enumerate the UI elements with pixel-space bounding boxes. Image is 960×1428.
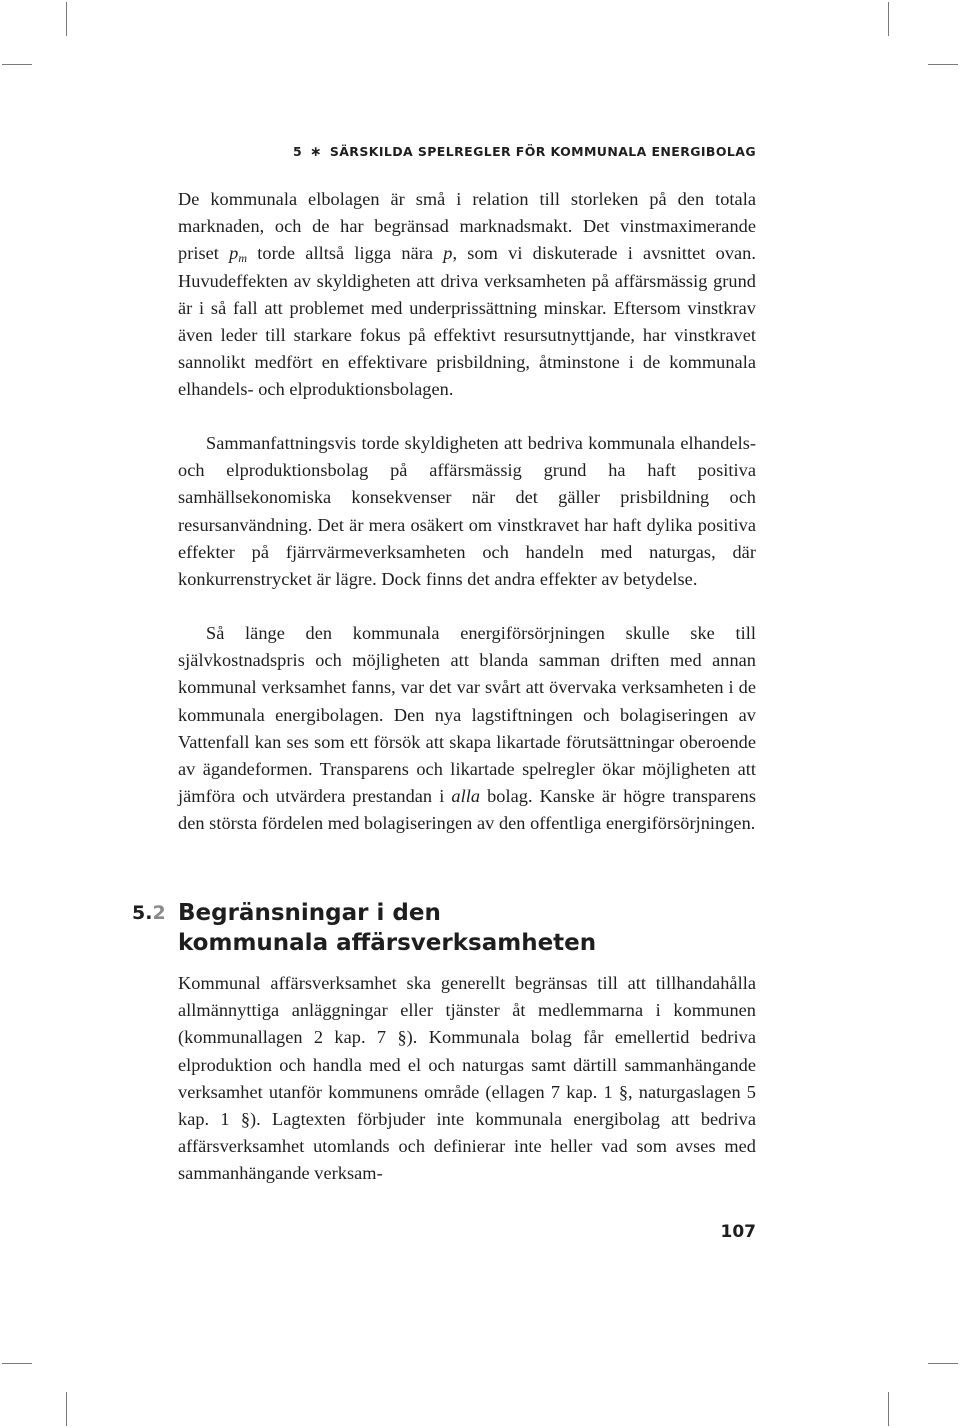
paragraph-text: bolag. Kanske är högre transparens den största fördelen med bolagiseringen av den offentliga energiförsörjningen. (178, 786, 757, 834)
crop-mark (888, 2, 889, 36)
body-paragraph: Sammanfattningsvis torde skyldigheten att bedriva kommunala elhandels- och elproduktionsbolag på affärsmässig grund ha haft positiva samhällsekonomiska konsekvenser när det gäller prisbildning och resursanvändning. Det är mera osäkert om vinstkravet har haft dylika positiva effekter på fjärrvärmeverksamheten och handeln med naturgas, där konkurrenstrycket är lägre. Dock finns det andra effekter av betydelse. (178, 433, 756, 590)
crop-mark (928, 1363, 958, 1364)
chapter-number: 5 (293, 144, 303, 159)
body-paragraph: Kommunal affärsverksamhet ska generellt begränsas till att tillhandahålla allmännyttiga anläggningar eller tjänster åt medlemmarna i kommunen (kommunallagen 2 kap. 7 §). Kommunala bolag får emellertid bedriva elproduktion och handla med el och naturgas samt därtill sammanhängande verksamhet utanför kommunens område (ellagen 7 kap. 1 §, naturgaslagen 5 kap. 1 §). Lagtexten förbjuder inte kommunala energibolag att bedriva affärsverksamhet utomlands och definierar inte heller vad som avses med sammanhängande verksam- (178, 973, 756, 1184)
section-heading (178, 898, 756, 958)
paragraph-text: De kommunala elbolagen är små i relation till storleken på den totala marknaden, och de har begränsad marknadsmakt. Det vinstmaximerande priset (178, 189, 756, 264)
section-heading-line: Begränsningar i den (178, 900, 441, 926)
running-head (178, 144, 756, 160)
section-number-major: 5. (132, 902, 153, 924)
math-symbol: p (229, 243, 239, 264)
crop-mark (66, 1392, 67, 1426)
crop-mark (2, 64, 32, 65)
body-paragraph (178, 186, 756, 404)
crop-mark (928, 64, 958, 65)
paragraph-text: Så länge den kommunala energiförsörjningen skulle ske till självkostnadspris och möjligheten att blanda samman driften med annan kommunal verksamhet fanns, var det var svårt att övervaka verksamheten i de kommunala energibolagen. Den nya lagstiftningen och bolagiseringen av Vattenfall kan ses som ett försök att skapa likartade förutsättningar oberoende av ägandeformen. Transparens och likartade spelregler ökar möjligheten att jämföra och utvärdera prestandan i (178, 623, 756, 807)
paragraph-text: , som vi diskuterade i avsnittet ovan. Huvudeffekten av skyldigheten att driva verksamheten på affärsmässig grund är i så fall att problemet med underprissättning minskar. Eftersom vinstkrav även leder till starkare fokus på effektivt resursutnyttjande, har vinstkravet sannolikt medfört en effektivare prisbildning, åtminstone i de kommunala elhandels- och elproduktionsbolagen. (178, 243, 756, 400)
crop-mark (888, 1392, 889, 1426)
paragraph-text: torde alltså ligga nära (247, 243, 444, 264)
page-number: 107 (720, 1222, 756, 1242)
section-number-minor: 2 (152, 902, 166, 924)
chapter-title: SÄRSKILDA SPELREGLER FÖR KOMMUNALA ENERGIBOLAG (329, 144, 756, 159)
math-subscript: m (238, 251, 248, 266)
crop-mark (66, 2, 67, 36)
crop-mark (2, 1363, 32, 1364)
body-paragraph (178, 620, 756, 838)
math-symbol: p (443, 243, 453, 264)
section-number (132, 902, 166, 924)
separator-star-icon: ∗ (309, 144, 323, 160)
section-heading-line: kommunala affärsverksamheten (178, 930, 597, 956)
emphasis-text: alla (451, 786, 481, 807)
